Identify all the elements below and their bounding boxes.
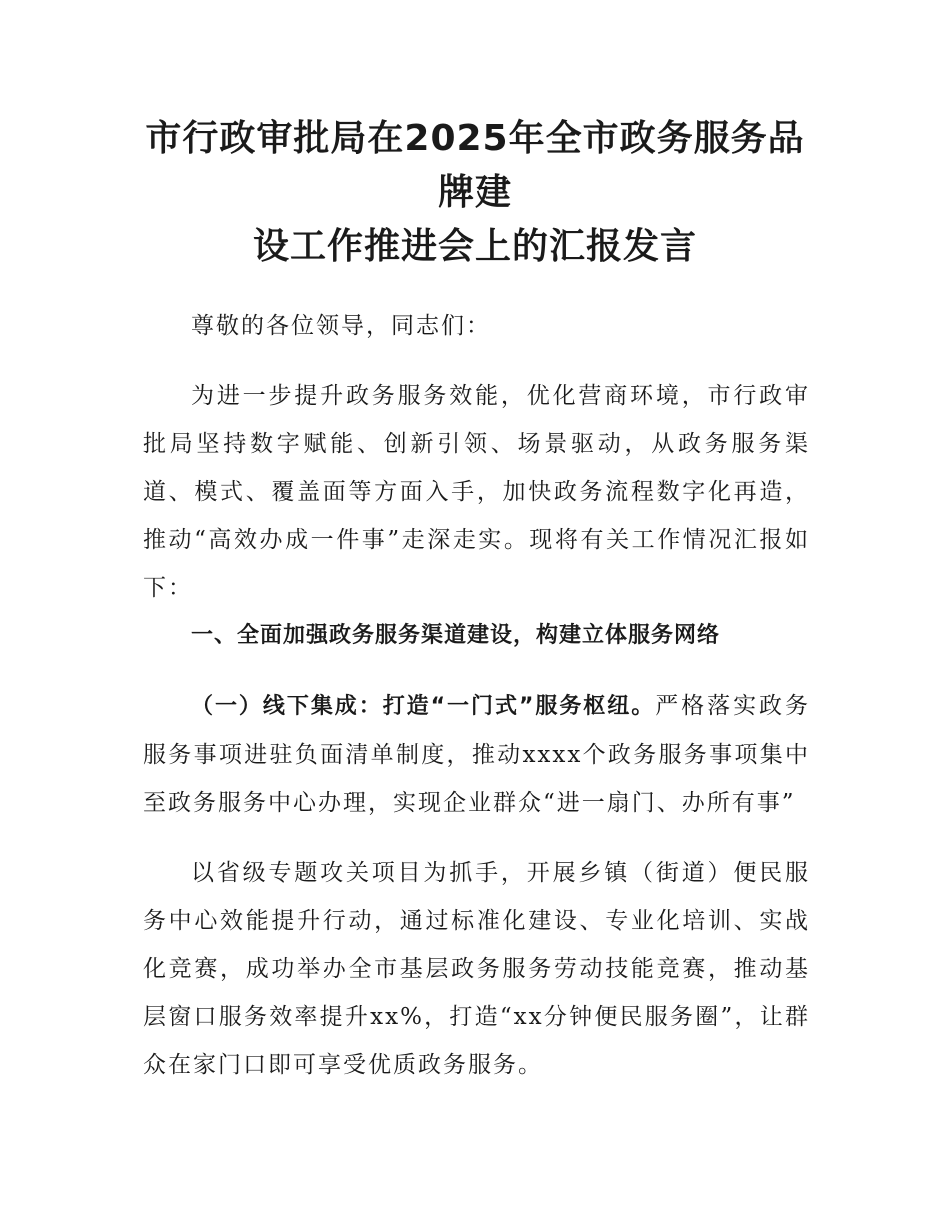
subsection-1-paragraph (143, 682, 810, 827)
subsection-1-heading: （一）线下集成：打造“一门式”服务枢纽。 (191, 694, 656, 719)
subsection-1-text: 严格落实政务服务事项进驻负面清单制度，推动xxxx个政务服务事项集中至政务服务中心办理，实现企业群众“进一扇门、办所有事” (143, 693, 811, 816)
title-line-2: 设工作推进会上的汇报发言 (252, 226, 697, 267)
document-title (130, 112, 820, 274)
section-1-heading: 一、全面加强政务服务渠道建设，构建立体服务网络 (191, 623, 721, 648)
intro-paragraph: 为进一步提升政务服务效能，优化营商环境，市行政审批局坚持数字赋能、创新引领、场景驱动，从政务服务渠道、模式、覆盖面等方面入手，加快政务流程数字化再造，推动“高效办成一件事”走深走实。现将有关工作情况汇报如下： (143, 383, 810, 601)
title-line-1: 市行政审批局在2025年全市政务服务品牌建 (145, 118, 805, 213)
salutation: 尊敬的各位领导，同志们： (191, 313, 491, 339)
document-body (143, 302, 810, 1089)
paragraph-2: 以省级专题攻关项目为抓手，开展乡镇（街道）便民服务中心效能提升行动，通过标准化建设、专业化培训、实战化竞赛，成功举办全市基层政务服务劳动技能竞赛，推动基层窗口服务效率提升xx%，打造“xx分钟便民服务圈”，让群众在家门口即可享受优质政务服务。 (143, 860, 810, 1078)
